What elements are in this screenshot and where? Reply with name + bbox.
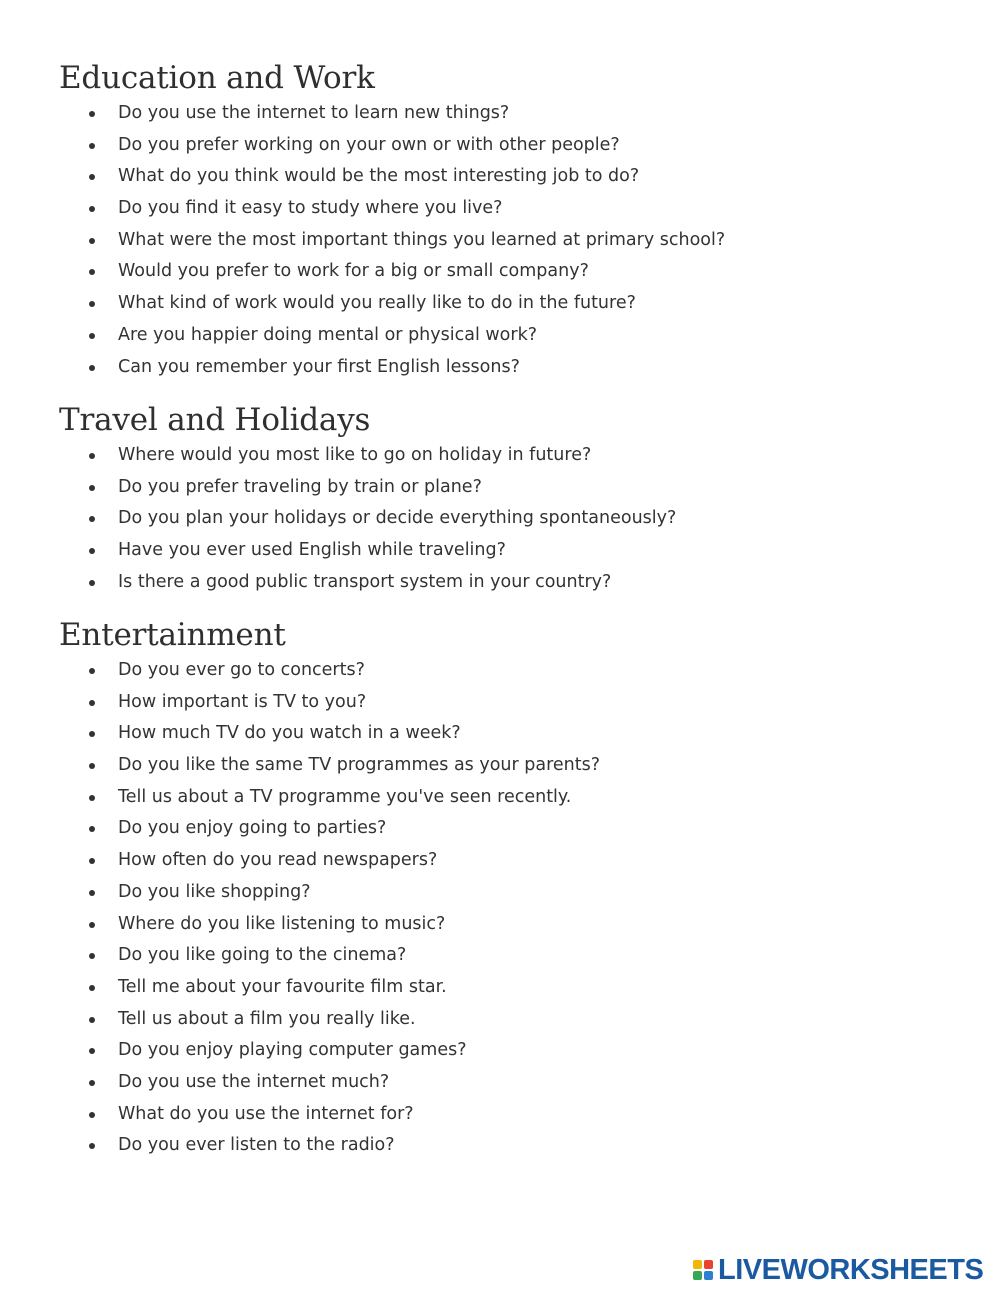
question-text: Do you like going to the cinema?	[118, 945, 407, 966]
list-item	[59, 655, 959, 687]
list-item	[59, 718, 959, 750]
bullet-icon	[89, 485, 95, 491]
question-text: Do you ever go to concerts?	[118, 660, 365, 680]
liveworksheets-logo	[693, 1255, 983, 1285]
question-text: What do you use the internet for?	[118, 1103, 414, 1124]
list-item	[59, 845, 959, 877]
list-item	[59, 98, 959, 130]
section-heading: Travel and Holidays	[59, 402, 371, 438]
question-text: Would you prefer to work for a big or small company?	[118, 261, 589, 282]
logo-square-3	[693, 1271, 702, 1280]
bullet-icon	[89, 953, 95, 959]
question-text: How often do you read newspapers?	[118, 850, 438, 871]
list-item	[59, 320, 959, 352]
list-item	[59, 877, 959, 909]
bullet-icon	[89, 668, 95, 674]
section-travel-and-holidays	[59, 400, 959, 598]
question-text: Do you use the internet to learn new things?	[118, 103, 510, 123]
bullet-icon	[89, 238, 95, 244]
list-item	[59, 1130, 959, 1162]
bullet-icon	[89, 580, 95, 586]
list-item	[59, 352, 959, 384]
section-entertainment	[59, 615, 959, 1162]
bullet-icon	[89, 453, 95, 459]
question-text: How much TV do you watch in a week?	[118, 723, 461, 744]
list-item	[59, 130, 959, 162]
list-item	[59, 1067, 959, 1099]
list-item	[59, 750, 959, 782]
question-list	[59, 655, 959, 1162]
bullet-icon	[89, 548, 95, 554]
list-item	[59, 1035, 959, 1067]
question-text: Where would you most like to go on holiday in future?	[118, 445, 592, 465]
list-item	[59, 1099, 959, 1131]
question-text: Where do you like listening to music?	[118, 913, 446, 934]
list-item	[59, 813, 959, 845]
bullet-icon	[89, 516, 95, 522]
bullet-icon	[89, 763, 95, 769]
question-text: Do you plan your holidays or decide everything spontaneously?	[118, 508, 677, 529]
list-item	[59, 256, 959, 288]
list-item	[59, 1004, 959, 1036]
logo-square-2	[704, 1260, 713, 1269]
list-item	[59, 225, 959, 257]
question-text: Tell us about a film you really like.	[118, 1008, 416, 1029]
question-text: Is there a good public transport system in your country?	[118, 571, 612, 592]
bullet-icon	[89, 890, 95, 896]
bullet-icon	[89, 1017, 95, 1023]
bullet-icon	[89, 985, 95, 991]
list-item	[59, 940, 959, 972]
bullet-icon	[89, 143, 95, 149]
question-text: Do you find it easy to study where you live?	[118, 198, 503, 219]
bullet-icon	[89, 922, 95, 928]
list-item	[59, 972, 959, 1004]
question-text: Do you prefer traveling by train or plane?	[118, 476, 482, 497]
bullet-icon	[89, 1112, 95, 1118]
bullet-icon	[89, 1080, 95, 1086]
list-item	[59, 193, 959, 225]
list-item	[59, 503, 959, 535]
list-item	[59, 472, 959, 504]
bullet-icon	[89, 111, 95, 117]
bullet-icon	[89, 301, 95, 307]
question-text: Have you ever used English while traveling?	[118, 540, 506, 561]
list-item	[59, 288, 959, 320]
question-text: What were the most important things you learned at primary school?	[118, 229, 726, 250]
section-heading: Education and Work	[59, 60, 375, 96]
section-education-and-work	[59, 58, 959, 383]
list-item	[59, 535, 959, 567]
question-text: Can you remember your first English lessons?	[118, 356, 520, 377]
question-text: What do you think would be the most interesting job to do?	[118, 166, 640, 187]
bullet-icon	[89, 700, 95, 706]
list-item	[59, 567, 959, 599]
list-item	[59, 782, 959, 814]
question-text: What kind of work would you really like to do in the future?	[118, 293, 636, 314]
question-text: Are you happier doing mental or physical work?	[118, 324, 538, 345]
bullet-icon	[89, 174, 95, 180]
logo-text: LIVEWORKSHEETS	[718, 1254, 984, 1286]
bullet-icon	[89, 365, 95, 371]
question-text: Do you enjoy playing computer games?	[118, 1040, 467, 1061]
list-item	[59, 687, 959, 719]
question-text: Do you prefer working on your own or with other people?	[118, 134, 620, 155]
bullet-icon	[89, 206, 95, 212]
question-text: Do you like shopping?	[118, 881, 311, 902]
question-list	[59, 440, 959, 598]
question-text: Do you like the same TV programmes as your parents?	[118, 755, 601, 776]
bullet-icon	[89, 1048, 95, 1054]
question-text: Tell me about your favourite film star.	[118, 976, 447, 997]
bullet-icon	[89, 333, 95, 339]
list-item	[59, 440, 959, 472]
bullet-icon	[89, 826, 95, 832]
logo-square-4	[704, 1271, 713, 1280]
question-text: Tell us about a TV programme you've seen recently.	[118, 786, 572, 807]
section-heading: Entertainment	[59, 617, 286, 653]
list-item	[59, 161, 959, 193]
question-text: Do you use the internet much?	[118, 1071, 390, 1092]
bullet-icon	[89, 731, 95, 737]
bullet-icon	[89, 858, 95, 864]
list-item	[59, 909, 959, 941]
question-text: Do you ever listen to the radio?	[118, 1135, 395, 1156]
bullet-icon	[89, 795, 95, 801]
bullet-icon	[89, 1143, 95, 1149]
logo-square-1	[693, 1260, 702, 1269]
liveworksheets-logo-icon	[693, 1260, 713, 1280]
question-list	[59, 98, 959, 383]
question-text: Do you enjoy going to parties?	[118, 818, 387, 839]
bullet-icon	[89, 269, 95, 275]
question-text: How important is TV to you?	[118, 691, 367, 712]
